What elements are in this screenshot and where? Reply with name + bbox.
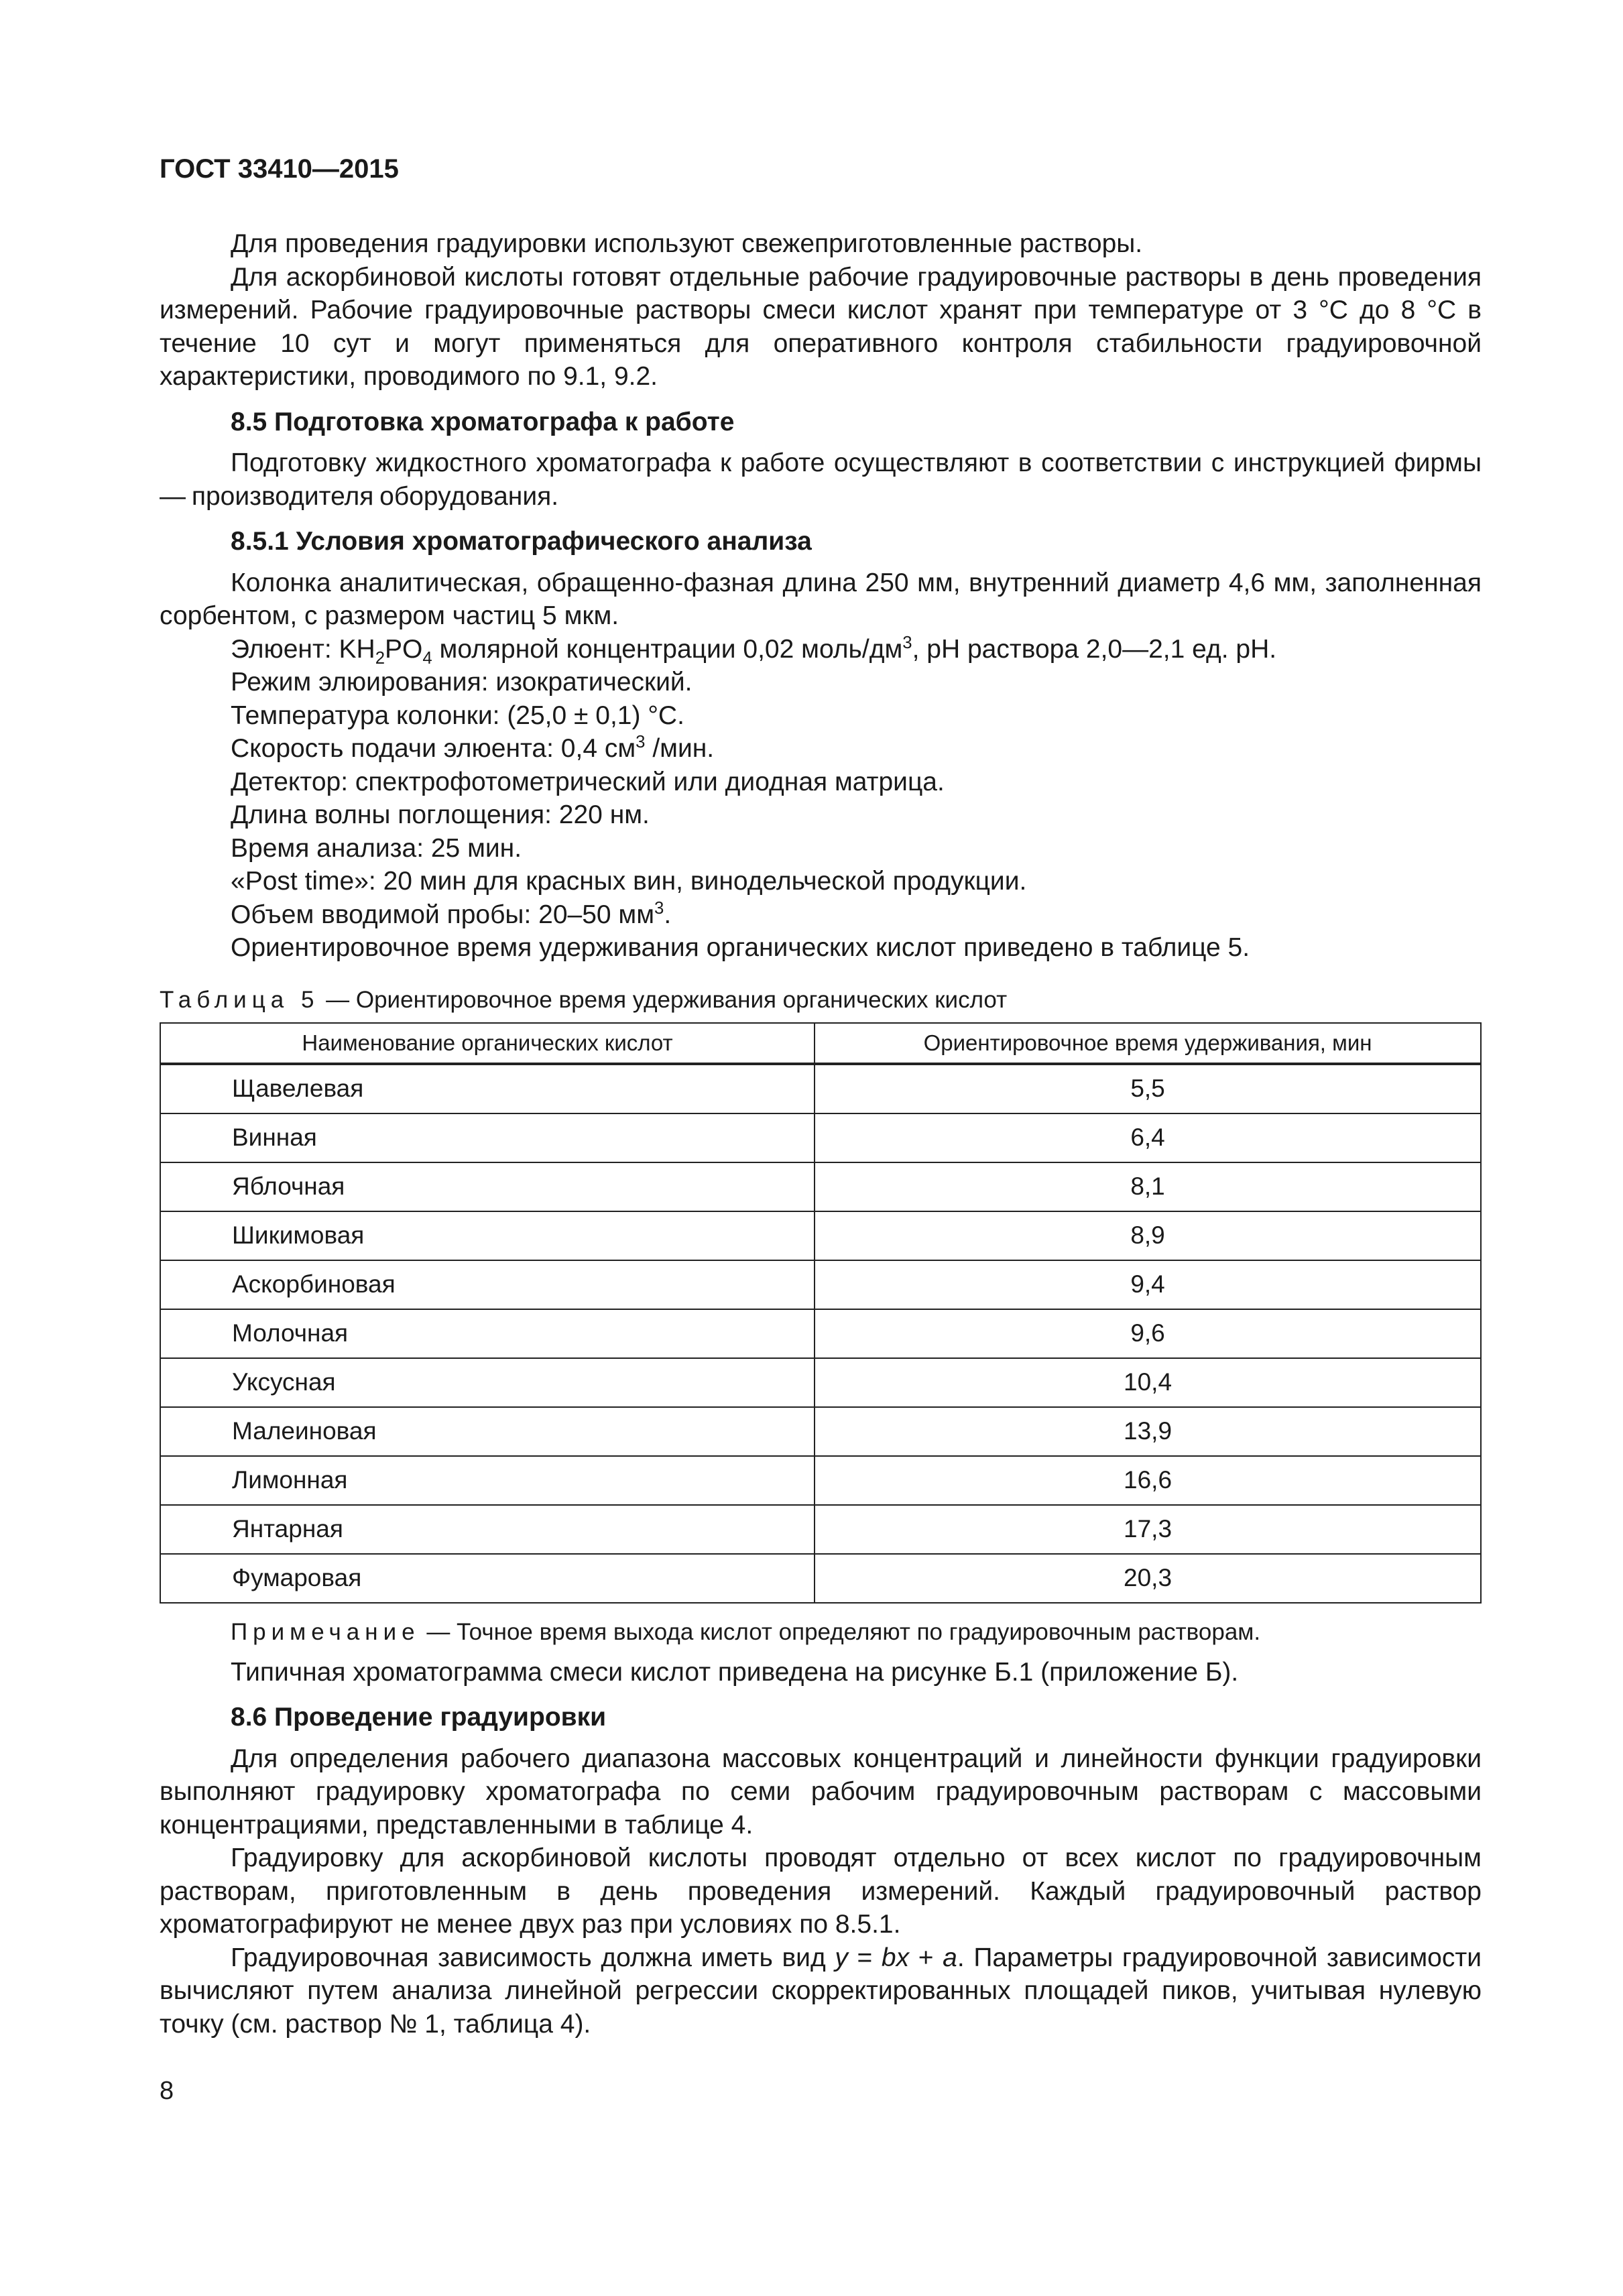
section-8-5-paragraph: Подготовку жидкостного хроматографа к работе осуществляют в соответствии с инструкцией фирмы — производителя оборудования. [160,448,1482,511]
table-header-acid-name: Наименование органических кислот [160,1023,815,1064]
column-temperature-line: Температура колонки: (25,0 ± 0,1) °С. [231,701,684,730]
table-row [160,1211,1481,1260]
table-header-retention-time: Ориентировочное время удерживания, мин [815,1023,1481,1064]
acid-name-cell: Малеиновая [160,1407,815,1456]
standard-code: ГОСТ 33410—2015 [160,154,399,184]
eluent-line: Элюент: $KH_2PO_4$ молярной концентрации 0,02 моль/$дм^3$, pH раствора 2,0—2,1 ед. pH. [231,633,1277,668]
retention-time-cell: 5,5 [815,1064,1481,1113]
acid-name-cell: Уксусная [160,1358,815,1407]
acid-name-cell: Яблочная [160,1162,815,1211]
retention-time-cell: 9,4 [815,1260,1481,1309]
intro-paragraph-1: Для проведения градуировки используют свежеприготовленные растворы. [231,229,1143,258]
table-header-row [160,1023,1481,1064]
acid-name-cell: Янтарная [160,1505,815,1554]
retention-time-cell: 8,9 [815,1211,1481,1260]
injection-volume-line: Объем вводимой пробы: 20–50 $мм^3$. [231,898,672,929]
section-8-6-paragraph-3: Градуировочная зависимость должна иметь вид y = bx + a. Параметры градуировочной зависимости вычисляют путем анализа линейной регрессии скорректированных площадей пиков, учитывая нулевую точку (см. раствор № 1, таблица 4). [160,1943,1482,2039]
acid-name-cell: Шикимовая [160,1211,815,1260]
section-8-5-title: 8.5 Подготовка хроматографа к работе [231,407,735,436]
table-row [160,1407,1481,1456]
table-row [160,1162,1481,1211]
acid-name-cell: Лимонная [160,1456,815,1505]
formula-y: y [835,1943,848,1972]
retention-reference-line: Ориентировочное время удерживания органических кислот приведено в таблице 5. [231,933,1250,962]
chromatogram-reference: Типичная хроматограмма смеси кислот приведена на рисунке Б.1 (приложение Б). [231,1657,1239,1687]
table-5-note: Примечание — Точное время выхода кислот определяют по градуировочным растворам. [231,1618,1261,1645]
page-content [160,151,1482,2041]
table-row [160,1456,1481,1505]
retention-time-cell: 8,1 [815,1162,1481,1211]
table-row [160,1309,1481,1358]
formula-bx: bx [881,1943,910,1972]
table-5-caption: Таблица 5 — Ориентировочное время удерживания органических кислот [160,986,1008,1013]
column-description: Колонка аналитическая, обращенно-фазная длина 250 мм, внутренний диаметр 4,6 мм, заполненная сорбентом, с размером частиц 5 мкм. [160,568,1482,630]
table-row [160,1064,1481,1113]
formula-a: a [943,1943,957,1972]
retention-time-cell: 13,9 [815,1407,1481,1456]
table-row [160,1505,1481,1554]
section-8-6-paragraph-2: Градуировку для аскорбиновой кислоты проводят отдельно от всех кислот по градуировочным растворам, приготовленным в день проведения измерений. Каждый градуировочный раствор хроматографируют не менее двух раз при условиях по 8.5.1. [160,1844,1482,1939]
acid-name-cell: Молочная [160,1309,815,1358]
analysis-time-line: Время анализа: 25 мин. [231,833,522,863]
acid-name-cell: Щавелевая [160,1064,815,1113]
retention-time-cell: 17,3 [815,1505,1481,1554]
table-row [160,1260,1481,1309]
acid-name-cell: Винная [160,1113,815,1162]
section-8-6-paragraph-1: Для определения рабочего диапазона массовых концентраций и линейности функции градуировки выполняют градуировку хроматографа по семи рабочим градуировочным растворам с массовыми концентрациями, представленными в таблице 4. [160,1744,1482,1839]
retention-time-cell: 20,3 [815,1554,1481,1603]
retention-time-cell: 10,4 [815,1358,1481,1407]
section-8-5-1-title: 8.5.1 Условия хроматографического анализа [231,527,812,556]
detector-line: Детектор: спектрофотометрический или диодная матрица. [231,767,945,796]
intro-paragraph-2: Для аскорбиновой кислоты готовят отдельные рабочие градуировочные растворы в день проведения измерений. Рабочие градуировочные растворы смеси кислот хранят при температуре от 3 °С до 8 °С в течение 10 сут и могут применяться для оперативного контроля стабильности градуировочной характеристики, проводимого по 9.1, 9.2. [160,262,1482,391]
wavelength-line: Длина волны поглощения: 220 нм. [231,800,650,829]
table-row [160,1358,1481,1407]
elution-mode-line: Режим элюирования: изократический. [231,668,693,697]
page-number: 8 [160,2077,174,2105]
table-row [160,1554,1481,1603]
acid-name-cell: Аскорбиновая [160,1260,815,1309]
flow-rate-line: Скорость подачи элюента: 0,4 $см^3$ /мин. [231,733,715,763]
retention-time-table [160,1022,1482,1604]
post-time-line: «Post time»: 20 мин для красных вин, винодельческой продукции. [231,867,1027,896]
section-8-6-title: 8.6 Проведение градуировки [231,1703,607,1732]
retention-time-cell: 9,6 [815,1309,1481,1358]
table-row [160,1113,1481,1162]
acid-name-cell: Фумаровая [160,1554,815,1603]
retention-time-cell: 6,4 [815,1113,1481,1162]
retention-time-cell: 16,6 [815,1456,1481,1505]
